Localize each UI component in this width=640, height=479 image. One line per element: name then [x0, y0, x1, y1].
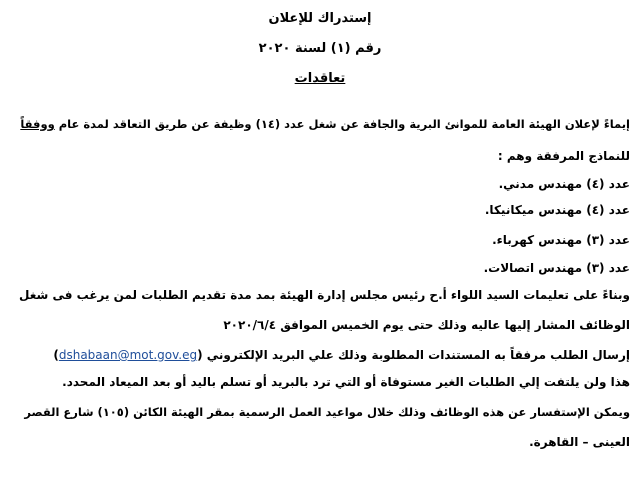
- inquiry-line-1: ويمكن الإستفسار عن هذه الوظائف وذلك خلال مواعيد العمل الرسمية بمقر الهيئة الكائن (١٠٥) شارع القصر: [24, 405, 630, 419]
- announcement-category: تعاقدات: [294, 71, 346, 86]
- announcement-number: رقم (١) لسنة ٢٠٢٠: [258, 41, 382, 56]
- intro-line-1: [20, 116, 630, 132]
- intro-accordingly: ووفقاً: [20, 117, 55, 131]
- intro-line-2: للنماذج المرفقة وهم :: [497, 149, 630, 163]
- announcement-title: إستدراك للإعلان: [268, 11, 372, 26]
- list-item: عدد (٣) مهندس اتصالات.: [483, 261, 630, 275]
- list-item: عدد (٣) مهندس كهرباء.: [492, 233, 630, 247]
- inquiry-line-2: العينى – القاهرة.: [529, 435, 630, 449]
- email-instruction: إرسال الطلب مرفقاً به المستندات المطلوبة وذلك علي البريد الإلكتروني: [206, 348, 630, 362]
- email-line: إرسال الطلب مرفقاً به المستندات المطلوبة وذلك علي البريد الإلكتروني (dshabaan@mot.gov.eg): [53, 348, 630, 362]
- email-link[interactable]: dshabaan@mot.gov.eg: [58, 348, 198, 362]
- intro-text: إيماءً لإعلان الهيئة العامة للموانئ البرية والجافة عن شغل عدد (١٤) وظيفة عن طريق التعاقد لمدة عام: [58, 117, 630, 131]
- instructions-line-1: وبناءً على تعليمات السيد اللواء أ.ح رئيس مجلس إدارة الهيئة بمد مدة تقديم الطلبات لمن يرغب فى شغل: [18, 288, 630, 302]
- list-item: عدد (٤) مهندس ميكانيكا.: [484, 203, 630, 217]
- notice-line: هذا ولن يلتفت إلي الطلبات الغير مستوفاة أو التي ترد بالبريد أو تسلم باليد أو بعد الميعاد المحدد.: [62, 375, 630, 389]
- instructions-line-2: الوظائف المشار إليها عاليه وذلك حتى يوم الخميس الموافق ٢٠٢٠/٦/٤: [223, 318, 630, 332]
- list-item: عدد (٤) مهندس مدني.: [498, 177, 630, 191]
